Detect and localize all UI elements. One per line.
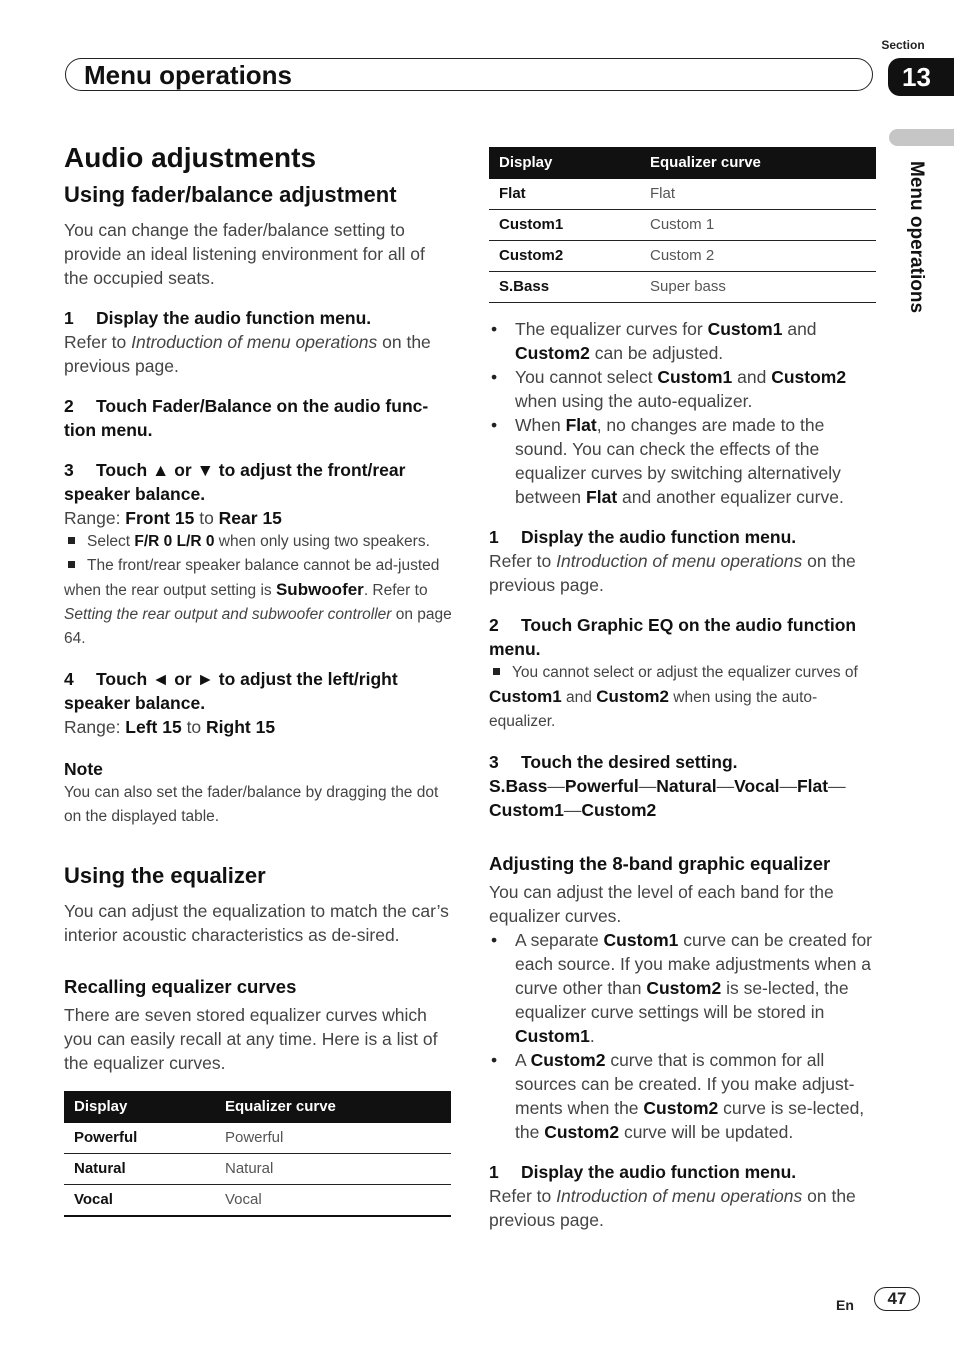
fader-note-a: Select F/R 0 L/R 0 when only using two speakers. bbox=[64, 530, 454, 554]
fader-step-3: 3 Touch ▲ or ▼ to adjust the front/rear speaker balance. bbox=[64, 460, 406, 504]
equalizer-notes-list bbox=[489, 317, 879, 509]
list-item: • When Flat, no changes are made to the sound. You can check the effects of the equalizer curves by switching alternatively between Flat and another equalizer curve. bbox=[489, 413, 879, 509]
footer-language: En bbox=[836, 1297, 854, 1313]
adjust-text: You can adjust the level of each band for the equalizer curves. bbox=[489, 882, 834, 926]
table-cell-display: Custom2 bbox=[489, 241, 640, 272]
table-header-row bbox=[64, 1091, 451, 1123]
table-cell-curve: Flat bbox=[640, 179, 876, 210]
adjust-heading: Adjusting the 8-band graphic equalizer bbox=[489, 853, 831, 874]
note-text: You can also set the fader/balance by dragging the dot on the displayed table. bbox=[64, 784, 439, 825]
fader-step-1: 1 Display the audio function menu. bbox=[64, 308, 372, 328]
list-item: • You cannot select Custom1 and Custom2 when using the auto-equalizer. bbox=[489, 365, 879, 413]
eq-step-3: 3 Touch the desired setting. bbox=[489, 752, 738, 772]
table-cell-display: Flat bbox=[489, 179, 640, 210]
adjust-step-1-ref: Refer to Introduction of menu operations on the previous page. bbox=[489, 1186, 856, 1230]
fader-note-b: The front/rear speaker balance cannot be ad-justed when the rear output setting is Subwoofer. Refer to Setting the rear output and subwoofer controller on page 64. bbox=[64, 557, 452, 647]
table-row bbox=[489, 272, 876, 303]
table-cell-display: Custom1 bbox=[489, 210, 640, 241]
eq-step-1: 1 Display the audio function menu. bbox=[489, 527, 797, 547]
table-cell-display: S.Bass bbox=[489, 272, 640, 303]
equalizer-heading: Using the equalizer bbox=[64, 863, 266, 888]
note-heading: Note bbox=[64, 759, 103, 779]
recall-heading: Recalling equalizer curves bbox=[64, 976, 297, 997]
list-item: • A separate Custom1 curve can be created for each source. If you make adjustments when a curve other than Custom2 is se-lected, the equalizer curve settings will be stored in Custom1. bbox=[489, 928, 879, 1048]
page-number: 47 bbox=[874, 1287, 920, 1311]
equalizer-table-left bbox=[64, 1091, 451, 1217]
fader-heading: Using fader/balance adjustment bbox=[64, 182, 397, 207]
table-cell-display: Powerful bbox=[64, 1123, 215, 1154]
table-cell-curve: Natural bbox=[215, 1154, 451, 1185]
table-header-row bbox=[489, 147, 876, 179]
table-row bbox=[489, 210, 876, 241]
side-tab-text: Menu operations bbox=[906, 161, 927, 314]
eq-settings-sequence: S.Bass—Powerful—Natural—Vocal—Flat—Custom1—Custom2 bbox=[489, 776, 846, 820]
adjust-notes-list bbox=[489, 928, 879, 1144]
section-label: Section bbox=[881, 38, 925, 52]
recall-text: There are seven stored equalizer curves which you can easily recall at any time. Here is a list of the equalizer curves. bbox=[64, 1005, 438, 1073]
fader-range-left-right: Range: Left 15 to Right 15 bbox=[64, 717, 276, 737]
list-item: • The equalizer curves for Custom1 and Custom2 can be adjusted. bbox=[489, 317, 879, 365]
equalizer-table-right bbox=[489, 147, 876, 303]
table-cell-display: Natural bbox=[64, 1154, 215, 1185]
eq-step-2: 2 Touch Graphic EQ on the audio function menu. bbox=[489, 615, 857, 659]
square-bullet-icon bbox=[493, 668, 500, 675]
eq-step-1-ref: Refer to Introduction of menu operations on the previous page. bbox=[489, 551, 856, 595]
fader-intro: You can change the fader/balance setting to provide an ideal listening environment for all of the occupied seats. bbox=[64, 220, 425, 288]
table-header-curve: Equalizer curve bbox=[640, 147, 876, 179]
table-row bbox=[489, 241, 876, 272]
equalizer-intro: You can adjust the equalization to match the car’s interior acoustic characteristics as de-sired. bbox=[64, 901, 449, 945]
table-row bbox=[64, 1154, 451, 1185]
square-bullet-icon bbox=[68, 561, 75, 568]
table-cell-curve: Vocal bbox=[215, 1185, 451, 1217]
table-cell-display: Vocal bbox=[64, 1185, 215, 1217]
adjust-step-1: 1 Display the audio function menu. bbox=[489, 1162, 797, 1182]
table-cell-curve: Custom 1 bbox=[640, 210, 876, 241]
fader-step-2: 2 Touch Fader/Balance on the audio func-tion menu. bbox=[64, 396, 429, 440]
table-header-curve: Equalizer curve bbox=[215, 1091, 451, 1123]
table-header-display: Display bbox=[64, 1091, 215, 1123]
side-tab-marker bbox=[889, 129, 954, 146]
table-header-display: Display bbox=[489, 147, 640, 179]
left-column bbox=[64, 140, 454, 1217]
table-cell-curve: Super bass bbox=[640, 272, 876, 303]
table-row bbox=[64, 1185, 451, 1217]
table-cell-curve: Custom 2 bbox=[640, 241, 876, 272]
fader-step-1-ref: Refer to Introduction of menu operations on the previous page. bbox=[64, 332, 431, 376]
fader-range-front-rear: Range: Front 15 to Rear 15 bbox=[64, 508, 282, 528]
fader-step-4: 4 Touch ◄ or ► to adjust the left/right speaker balance. bbox=[64, 669, 398, 713]
page-title: Menu operations bbox=[84, 60, 293, 90]
main-heading: Audio adjustments bbox=[64, 142, 317, 173]
table-row bbox=[489, 179, 876, 210]
section-number-badge: 13 bbox=[888, 58, 954, 96]
eq-step-2-note: You cannot select or adjust the equalizer curves of Custom1 and Custom2 when using the auto-equalizer. bbox=[489, 664, 858, 730]
square-bullet-icon bbox=[68, 537, 75, 544]
right-column bbox=[489, 147, 879, 1232]
table-cell-curve: Powerful bbox=[215, 1123, 451, 1154]
list-item: • A Custom2 curve that is common for all sources can be created. If you make adjust-ments when the Custom2 curve is se-lected, the Custom2 curve will be updated. bbox=[489, 1048, 879, 1144]
table-row bbox=[64, 1123, 451, 1154]
